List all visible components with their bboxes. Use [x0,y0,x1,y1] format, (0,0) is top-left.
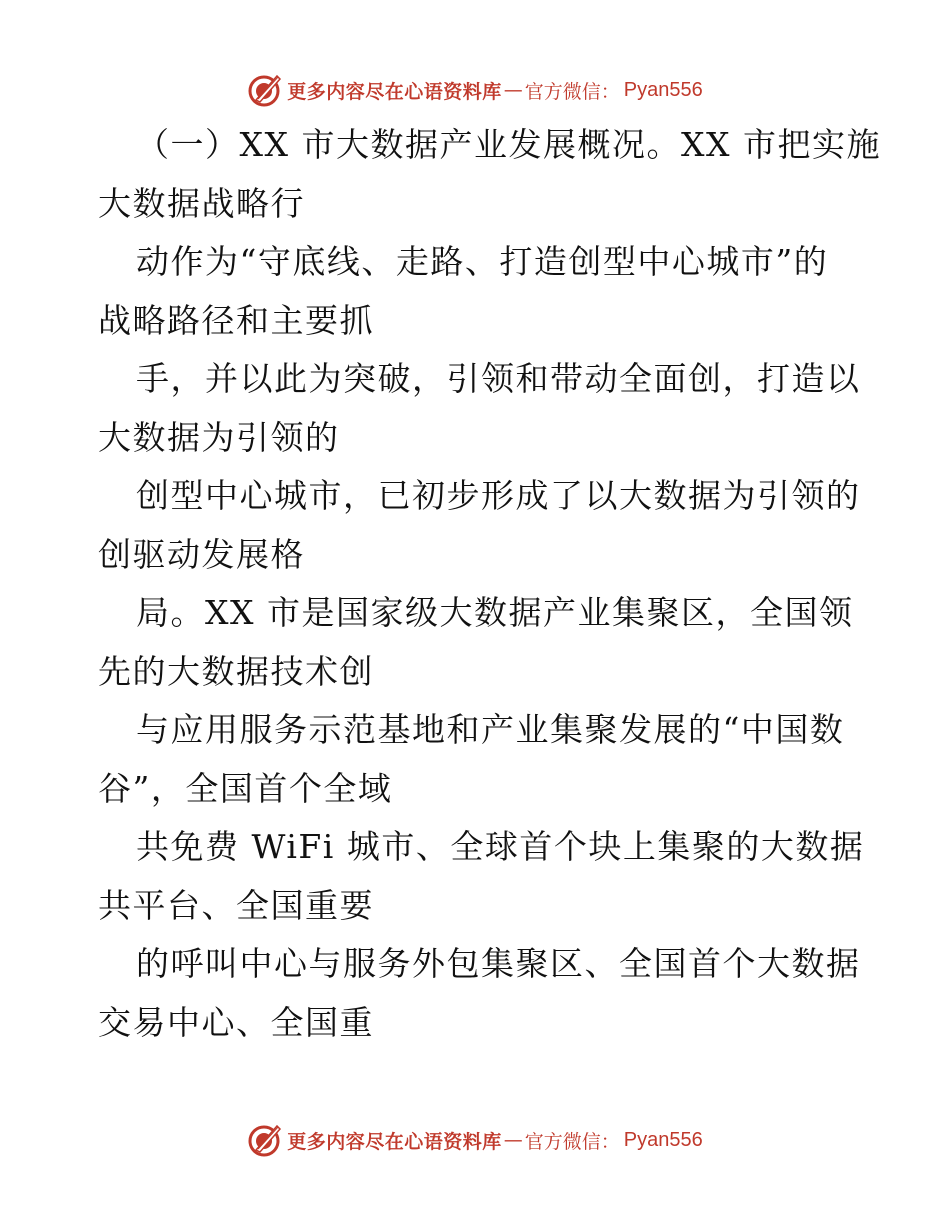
body-line: 动作为“守底线、走路、打造创型中心城市”的 [136,242,829,281]
body-line: 共平台、全国重要 [98,885,374,925]
body-line: 交易中心、全国重 [98,1002,374,1042]
header-banner [0,68,950,112]
body-line: 创驱动发展格 [98,534,305,574]
header-wechat-label: 官方微信： [524,80,620,103]
body-line: 局。XX 市是国家级大数据产业集聚区，全国领 [136,593,854,632]
body-line: 谷”，全国首个全域 [98,768,393,808]
footer-wechat-label: 官方微信： [524,1130,620,1153]
quill-pen-logo-icon [247,72,283,108]
body-line: 大数据为引领的 [98,417,340,457]
body-line: 创型中心城市，已初步形成了以大数据为引领的 [136,476,861,515]
quill-pen-logo-icon [247,1122,283,1158]
body-line: 战略路径和主要抓 [98,300,374,340]
body-line: 手，并以此为突破，引领和带动全面创，打造以 [136,359,861,398]
body-line: （一）XX 市大数据产业发展概况。XX 市把实施 [136,125,881,164]
footer-banner [0,1118,950,1162]
footer-wechat-id: Pyan556 [623,1128,703,1151]
body-line: 大数据战略行 [98,183,305,223]
footer-banner-text: 更多内容尽在心语资料库 [287,1130,502,1153]
header-banner-text: 更多内容尽在心语资料库 [287,80,502,103]
footer-separator: — [503,1129,523,1151]
body-line: 共免费 WiFi 城市、全球首个块上集聚的大数据 [136,827,865,866]
document-body [98,116,881,1052]
header-wechat-id: Pyan556 [623,78,703,101]
header-separator: — [503,79,523,101]
body-line: 与应用服务示范基地和产业集聚发展的“中国数 [136,710,845,749]
body-line: 先的大数据技术创 [98,651,374,691]
body-line: 的呼叫中心与服务外包集聚区、全国首个大数据 [136,944,861,983]
